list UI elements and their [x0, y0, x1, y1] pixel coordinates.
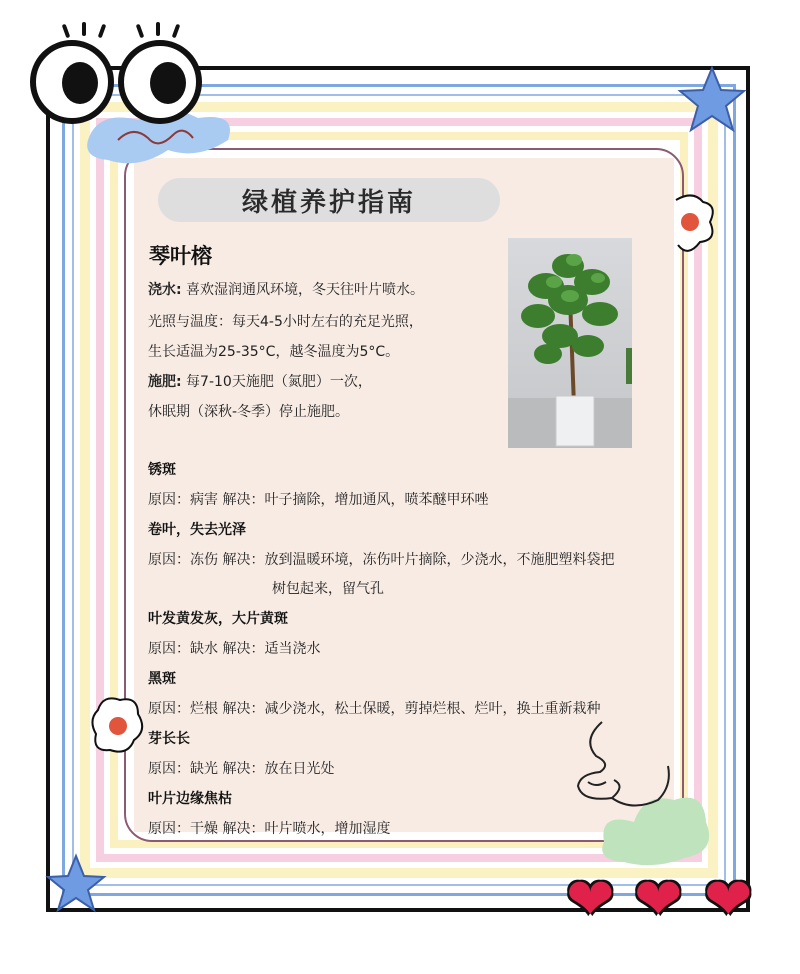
flower-icon — [88, 690, 148, 760]
plant-name: 琴叶榕 — [149, 244, 212, 268]
fert-label: 施肥: — [148, 374, 182, 390]
page-title: 绿植养护指南 — [158, 178, 500, 222]
problem-title: 锈斑 — [148, 462, 176, 478]
care-fert — [148, 371, 372, 391]
problem-title: 芽长长 — [148, 731, 190, 747]
problem-line: 树包起来，留气孔 — [272, 581, 384, 597]
problem-line: 原因：冻伤 解决：放到温暖环境，冻伤叶片摘除，少浇水，不施肥塑料袋把 — [148, 552, 615, 568]
problem-title: 黑斑 — [148, 671, 176, 687]
problem-title: 叶发黄发灰，大片黄斑 — [148, 611, 288, 627]
plant-photo — [508, 238, 632, 448]
problem-title: 叶片边缘焦枯 — [148, 791, 232, 807]
heart-icon: ❤ — [566, 865, 615, 933]
heart-icon: ❤ — [704, 865, 753, 933]
problem-line: 原因：烂根 解决：减少浇水，松土保暖，剪掉烂根、烂叶，换土重新栽种 — [148, 701, 601, 717]
problem-line: 原因：缺光 解决：放在日光处 — [148, 761, 335, 777]
care-fert-2: 休眠期（深秋-冬季）停止施肥。 — [148, 404, 350, 420]
problem-title: 卷叶，失去光泽 — [148, 522, 246, 538]
eyes-icon — [26, 22, 216, 122]
care-light-2: 生长适温为25-35°C，越冬温度为5°C。 — [148, 344, 400, 360]
water-text: 喜欢湿润通风环境，冬天往叶片喷水。 — [181, 282, 425, 298]
problem-line: 原因：病害 解决：叶子摘除，增加通风，喷苯醚甲环唑 — [148, 492, 489, 508]
fert-text: 每7-10天施肥（氮肥）一次， — [181, 374, 372, 390]
care-light-1: 光照与温度：每天4-5小时左右的充足光照， — [148, 314, 423, 330]
water-label: 浇水: — [148, 282, 182, 298]
problem-line: 原因：干燥 解决：叶片喷水，增加湿度 — [148, 821, 391, 837]
fiddle-leaf-fig-image — [508, 238, 632, 448]
flower-icon — [668, 190, 718, 260]
heart-icon: ❤ — [634, 865, 683, 933]
care-water — [148, 279, 424, 299]
face-line-drawing-icon — [572, 716, 682, 836]
problem-line: 原因：缺水 解决：适当浇水 — [148, 641, 321, 657]
star-icon — [44, 852, 108, 916]
star-icon — [676, 64, 748, 136]
